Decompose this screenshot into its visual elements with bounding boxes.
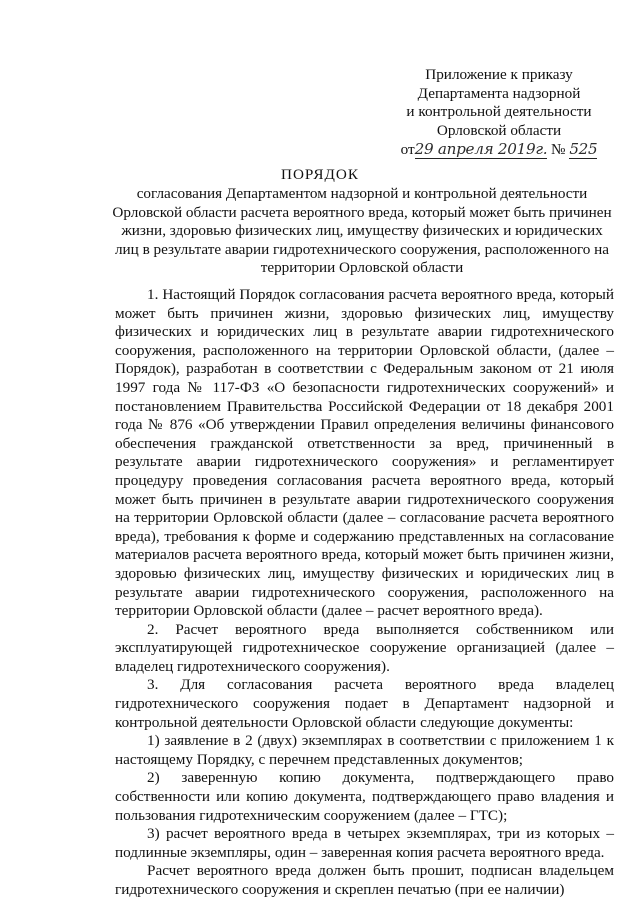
list-item-3: 3) расчет вероятного вреда в четырех экземплярах, три из которых – подлинные экземпляры, один – заверенная копия расчета вероятного вреда. [115, 825, 614, 861]
document-subtitle [108, 185, 616, 278]
document-title: ПОРЯДОК [280, 166, 359, 183]
appendix-line: Приложение к приказу [425, 66, 573, 83]
appendix-line: и контрольной деятельности [406, 103, 592, 121]
subtitle-line: лиц в результате аварии гидротехнического сооружения, расположенного на [114, 240, 610, 258]
from-label: от [400, 141, 415, 159]
paragraph-4: Расчет вероятного вреда должен быть прошит, подписан владельцем гидротехнического сооружения и скреплен печатью (при ее наличии) [115, 862, 614, 898]
subtitle-line: территории Орловской области [260, 259, 464, 277]
order-date-line [395, 140, 603, 160]
subtitle-line: Орловской области расчета вероятного вреда, который может быть причинен [112, 203, 612, 221]
paragraph-1: 1. Настоящий Порядок согласования расчета вероятного вреда, который может быть причинен жизни, здоровью физических лиц, имуществу физических и юридических лиц в результате аварии гидротехнического сооружения, расположенного на территории Орловской области, (далее – Порядок), разработан в соответствии с Федеральным законом от 21 июля 1997 года № 117-ФЗ «О безопасности гидротехнических сооружений» и постановлением Правительства Российской Федерации от 18 декабря 2001 года № 876 «Об утверждении Правил определения величины финансового обеспечения гражданской ответственности за вред, причиненный в результате аварии гидротехнического сооружения» и регламентирует процедуру проведения согласования расчета вероятного вреда, который может быть причинен в результате аварии гидротехнического сооружения на территории Орловской области (далее – согласование расчета вероятного вреда), требования к форме и содержанию представленных на согласование материалов расчета вероятного вреда, который может быть причинен жизни, здоровью физических лиц, имуществу физических и юридических лиц в результате аварии гидротехнического сооружения, расположенного на территории Орловской области (далее – расчет вероятного вреда). [115, 286, 614, 620]
number-label: № [551, 141, 566, 159]
list-item-2: 2) заверенную копию документа, подтверждающего право собственности или копию документа, подтверждающего право владения и пользования гидротехническим сооружением (далее – ГТС); [115, 769, 614, 824]
subtitle-line: жизни, здоровью физических лиц, имуществу физических и юридических [121, 222, 603, 240]
appendix-block [395, 66, 603, 160]
subtitle-line: согласования Департаментом надзорной и контрольной деятельности [136, 185, 588, 202]
paragraph-3: 3. Для согласования расчета вероятного вреда владелец гидротехнического сооружения подает в Департамент надзорной и контрольной деятельности Орловской области следующие документы: [115, 676, 614, 731]
paragraph-2: 2. Расчет вероятного вреда выполняется собственником или эксплуатирующей гидротехническое сооружение организацией (далее – владелец гидротехнического сооружения). [115, 620, 614, 675]
handwritten-date: 29 апреля 2019г. [414, 140, 548, 159]
document-body [115, 286, 614, 900]
appendix-line: Департамента надзорной [417, 84, 581, 102]
appendix-line: Орловской области [436, 121, 562, 139]
list-item-1: 1) заявление в 2 (двух) экземплярах в соответствии с приложением 1 к настоящему Порядку, с перечнем представленных документов; [115, 732, 614, 768]
handwritten-number: 525 [569, 140, 598, 159]
